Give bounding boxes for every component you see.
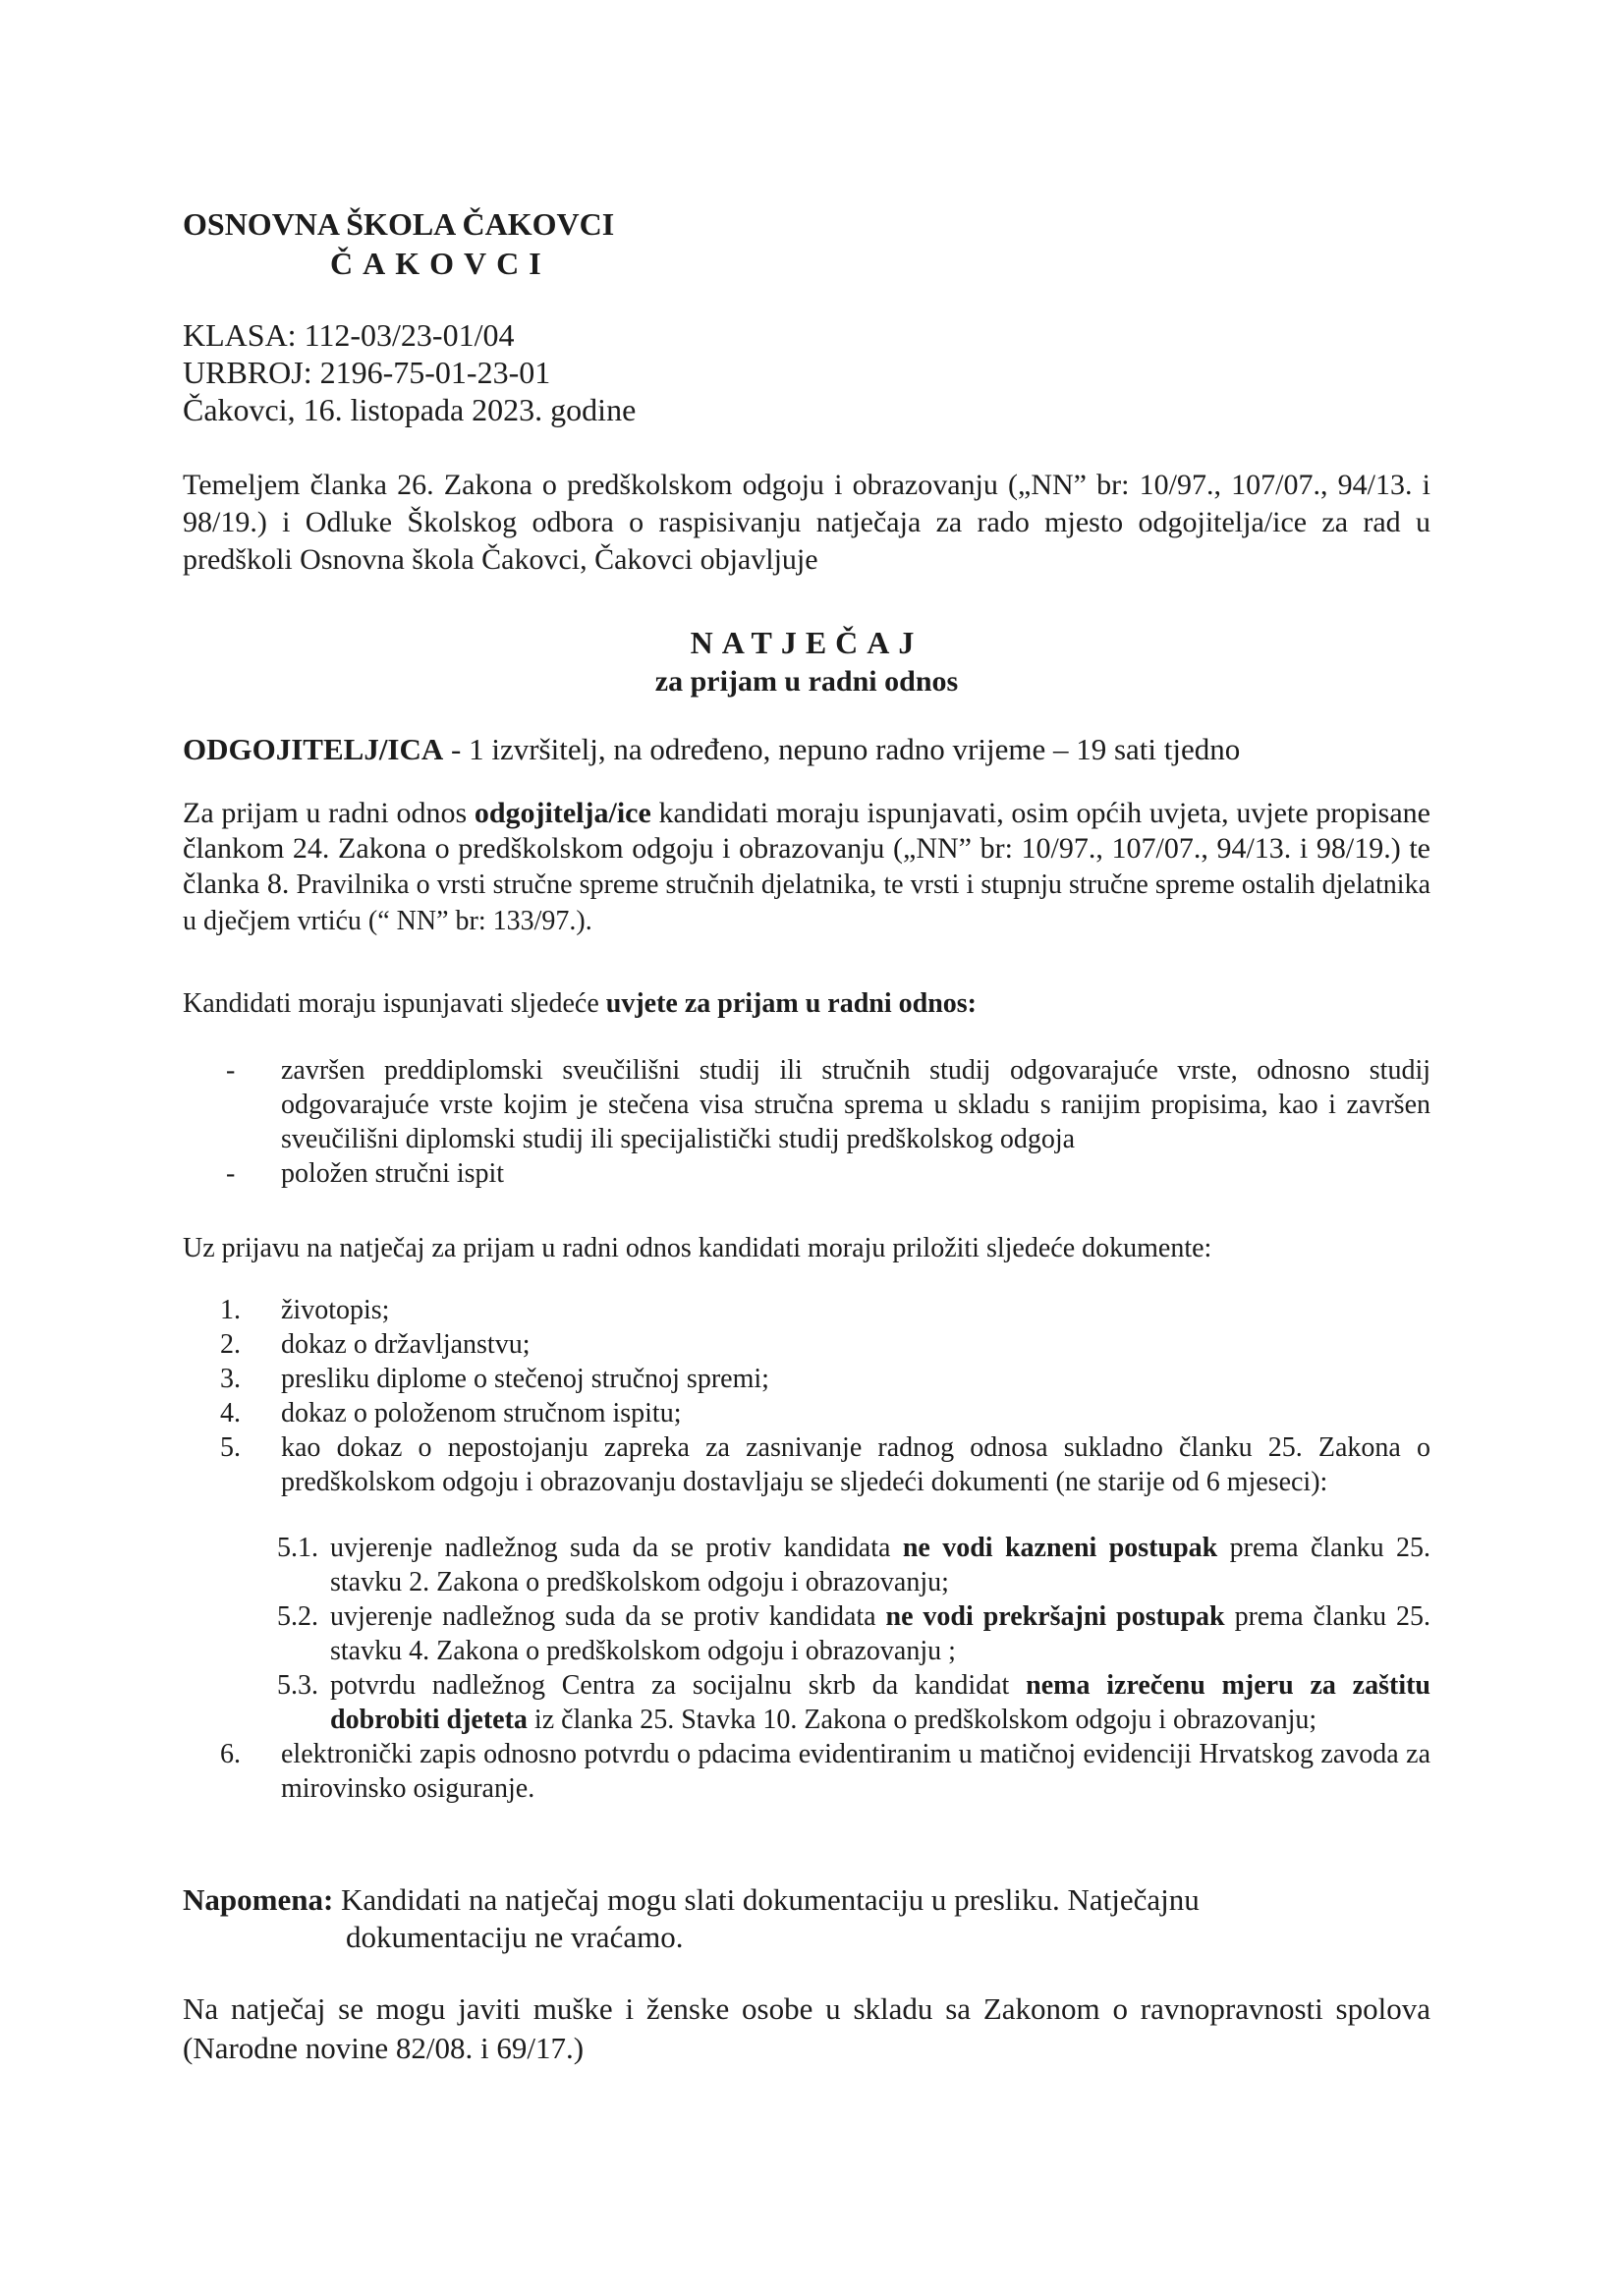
requirements-intro-bold: uvjete za prijam u radni odnos: <box>605 988 977 1019</box>
note-text: Kandidati na natječaj mogu slati dokumentaciju u presliku. Natječajnu <box>333 1882 1200 1917</box>
conditions-text: Za prijam u radni odnos <box>183 797 475 829</box>
list-number: 4. <box>220 1398 241 1428</box>
documents-intro: Uz prijavu na natječaj za prijam u radni odnos kandidati moraju priložiti sljedeće dokumente: <box>183 1233 1212 1263</box>
sub-item-text-2: prema članku 25. stavku 4. Zakona o predškolskom odgoju i obrazovanju ; <box>330 1601 1431 1666</box>
position-line <box>183 731 1460 768</box>
list-number: 2. <box>220 1329 241 1360</box>
position-details: - 1 izvršitelj, na određeno, nepuno radno vrijeme – 19 sati tjedno <box>443 732 1241 766</box>
sub-item-text-2: prema članku 25. stavku 2. Zakona o predškolskom odgoju i obrazovanju; <box>330 1533 1431 1597</box>
position-name: ODGOJITELJ/ICA <box>183 732 444 766</box>
title-sub: za prijam u radni odnos <box>654 665 959 698</box>
documents-list <box>183 1293 1430 1806</box>
list-item-text: životopis; <box>281 1295 390 1325</box>
list-item-text: kao dokaz o nepostojanju zapreka za zasnivanje radnog odnosa sukladno članku 25. Zakona o predškolskom odgoju i obrazovanju dostavljaju se sljedeći dokumenti (ne starije od 6 mjeseci): <box>281 1432 1430 1497</box>
list-item-text: dokaz o državljanstvu; <box>281 1329 531 1360</box>
sub-item-text-2: iz članka 25. Stavka 10. Zakona o predškolskom odgoju i obrazovanju; <box>527 1705 1317 1735</box>
sub-list-number: 5.1. <box>277 1533 318 1563</box>
list-item-text: dokaz o položenom stručnom ispitu; <box>281 1398 682 1428</box>
school-name <box>183 204 614 283</box>
conditions-bold: odgojitelja/ice <box>474 797 651 829</box>
sub-item-text: potvrdu nadležnog Centra za socijalnu skrb da kandidat <box>330 1670 1027 1701</box>
list-number: 1. <box>220 1295 241 1325</box>
list-item <box>183 1156 1430 1191</box>
list-item-text: položen stručni ispit <box>281 1158 505 1189</box>
sub-item-bold: ne vodi prekršajni postupak <box>885 1601 1225 1632</box>
note-block <box>183 1881 1460 1956</box>
list-item <box>183 1053 1430 1156</box>
sub-list-number: 5.2. <box>277 1601 318 1632</box>
school-name-line2: ČAKOVCI <box>330 246 551 281</box>
list-item <box>183 1327 1430 1362</box>
date-line: Čakovci, 16. listopada 2023. godine <box>183 392 637 427</box>
conditions-text-3: Pravilnika o vrsti stručne spreme stručnih djelatnika, te vrsti i stupnju stručne spreme ostalih djelatnika u dječjem vrtiću (“ NN” br: 133/97.). <box>183 869 1431 936</box>
list-item <box>183 1362 1430 1396</box>
conditions-paragraph <box>183 796 1430 939</box>
title-main: NATJEČAJ <box>690 625 924 660</box>
note-label: Napomena: <box>183 1882 334 1917</box>
reference-block <box>183 316 636 428</box>
klasa: KLASA: 112-03/23-01/04 <box>183 317 515 353</box>
sub-item-bold: nema izrečenu mjeru za zaštitu dobrobiti djeteta <box>330 1670 1430 1735</box>
sub-item-bold: ne vodi kazneni postupak <box>902 1533 1218 1563</box>
dash-bullet: - <box>226 1055 236 1086</box>
list-number: 5. <box>220 1432 241 1463</box>
urbroj: URBROJ: 2196-75-01-23-01 <box>183 355 551 390</box>
note-text-2: dokumentaciju ne vraćamo. <box>346 1920 684 1954</box>
sub-item-text: uvjerenje nadležnog suda da se protiv kandidata <box>330 1601 886 1632</box>
sub-list <box>183 1531 1430 1737</box>
sub-list-item <box>183 1531 1430 1599</box>
document-title <box>183 623 1430 701</box>
final-paragraph: Na natječaj se mogu javiti muške i ženske osobe u skladu sa Zakonom o ravnopravnosti spolova (Narodne novine 82/08. i 69/17.) <box>183 1991 1430 2065</box>
list-item-text: elektronički zapis odnosno potvrdu o pdacima evidentiranim u matičnoj evidenciji Hrvatskog zavoda za mirovinsko osiguranje. <box>281 1739 1430 1804</box>
sub-item-text: uvjerenje nadležnog suda da se protiv kandidata <box>330 1533 903 1563</box>
dash-bullet: - <box>226 1158 236 1189</box>
list-item-text: presliku diplome o stečenoj stručnoj spremi; <box>281 1364 769 1394</box>
list-item-text: završen preddiplomski sveučilišni studij ili stručnih studij odgovarajuće vrste, odnosno studij odgovarajuće vrste kojim je stečena visa stručna sprema u skladu s ranijim propisima, kao i završen sveučilišni diplomski studij ili specijalistički studij predškolskog odgoja <box>281 1055 1430 1154</box>
list-item <box>183 1737 1430 1806</box>
list-item <box>183 1430 1430 1499</box>
list-number: 3. <box>220 1364 241 1394</box>
list-item <box>183 1396 1430 1430</box>
requirements-intro <box>183 986 1430 1022</box>
intro-paragraph: Temeljem članka 26. Zakona o predškolskom odgoju i obrazovanju („NN” br: 10/97., 107/07., 94/13. i 98/19.) i Odluke Školskog odbora o raspisivanju natječaja za rado mjesto odgojitelja/ice za rad u predškoli Osnovna škola Čakovci, Čakovci objavljuje <box>183 469 1430 576</box>
list-number: 6. <box>220 1739 241 1769</box>
sub-list-item <box>183 1668 1430 1737</box>
list-item <box>183 1293 1430 1327</box>
school-name-line1: OSNOVNA ŠKOLA ČAKOVCI <box>183 206 615 242</box>
requirements-list <box>183 1053 1430 1191</box>
requirements-intro-text: Kandidati moraju ispunjavati sljedeće <box>183 988 606 1019</box>
conditions-text-2: kandidati moraju ispunjavati, osim općih uvjeta, uvjete propisane člankom 24. Zakona o predškolskom odgoju i obrazovanju („NN” br: 10/97., 107/07., 94/13. i 98/19.) te članka 8. <box>183 797 1430 900</box>
sub-list-number: 5.3. <box>277 1670 318 1701</box>
sub-list-item <box>183 1599 1430 1668</box>
